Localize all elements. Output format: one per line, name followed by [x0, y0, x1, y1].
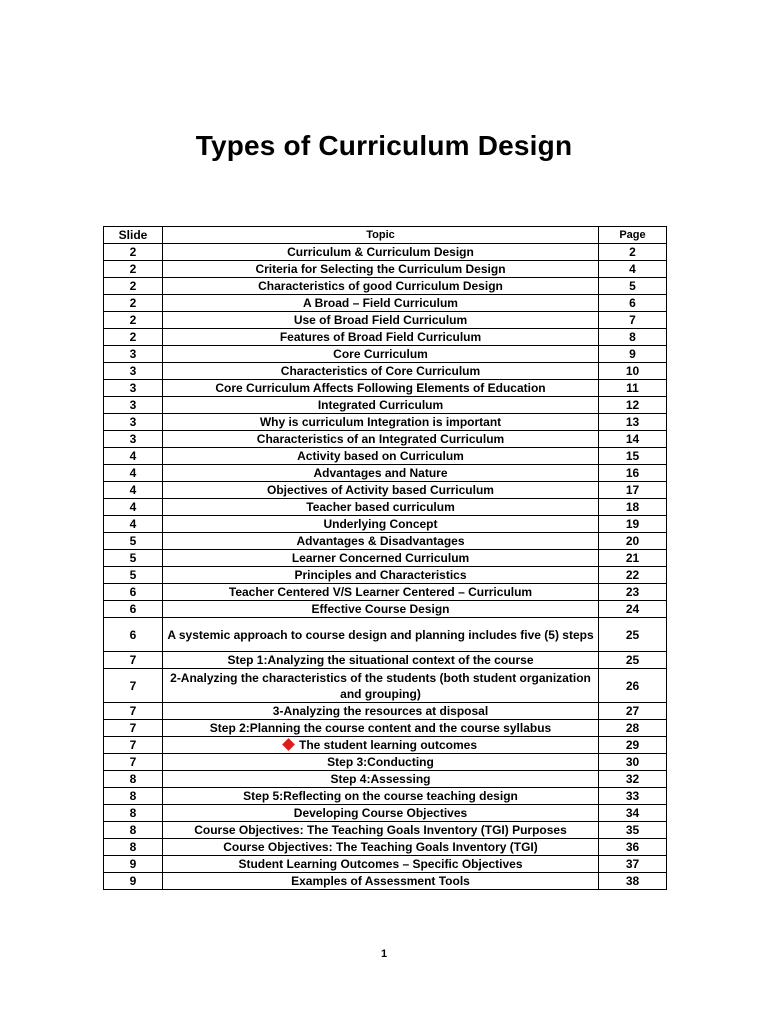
table-row	[104, 737, 667, 754]
slide-cell: 4	[104, 482, 163, 499]
page-cell: 35	[599, 822, 667, 839]
page-cell: 5	[599, 278, 667, 295]
page-cell: 22	[599, 567, 667, 584]
page-cell: 34	[599, 805, 667, 822]
table-row	[104, 244, 667, 261]
table-row	[104, 278, 667, 295]
slide-cell: 2	[104, 278, 163, 295]
page-cell: 2	[599, 244, 667, 261]
table-row	[104, 584, 667, 601]
table-header-row	[104, 227, 667, 244]
page-cell: 20	[599, 533, 667, 550]
topic-cell: 3-Analyzing the resources at disposal	[163, 703, 599, 720]
page-cell: 33	[599, 788, 667, 805]
topic-cell: A Broad – Field Curriculum	[163, 295, 599, 312]
table-row	[104, 397, 667, 414]
table-row	[104, 465, 667, 482]
topic-cell: Learner Concerned Curriculum	[163, 550, 599, 567]
topic-cell: Step 4:Assessing	[163, 771, 599, 788]
contents-table	[103, 226, 667, 890]
table-row	[104, 720, 667, 737]
topic-cell: Use of Broad Field Curriculum	[163, 312, 599, 329]
slide-cell: 8	[104, 788, 163, 805]
slide-cell: 6	[104, 601, 163, 618]
red-diamond-bullet-icon	[282, 738, 295, 751]
slide-cell: 2	[104, 261, 163, 278]
table-row	[104, 431, 667, 448]
table-row	[104, 601, 667, 618]
topic-cell: Characteristics of Core Curriculum	[163, 363, 599, 380]
slide-cell: 2	[104, 329, 163, 346]
slide-cell: 9	[104, 856, 163, 873]
page-cell: 7	[599, 312, 667, 329]
slide-cell: 3	[104, 397, 163, 414]
slide-cell: 2	[104, 295, 163, 312]
page-cell: 4	[599, 261, 667, 278]
table-row	[104, 499, 667, 516]
table-row	[104, 295, 667, 312]
table-body	[104, 244, 667, 890]
table-row	[104, 380, 667, 397]
page-cell: 28	[599, 720, 667, 737]
topic-cell: Underlying Concept	[163, 516, 599, 533]
slide-cell: 4	[104, 516, 163, 533]
slide-cell: 7	[104, 720, 163, 737]
slide-cell: 2	[104, 312, 163, 329]
topic-cell: Teacher based curriculum	[163, 499, 599, 516]
slide-cell: 8	[104, 839, 163, 856]
document-title: Types of Curriculum Design	[195, 130, 573, 161]
topic-text: The student learning outcomes	[298, 738, 478, 752]
page-cell: 14	[599, 431, 667, 448]
slide-cell: 5	[104, 567, 163, 584]
topic-cell: Characteristics of good Curriculum Design	[163, 278, 599, 295]
page-cell: 23	[599, 584, 667, 601]
table-row	[104, 346, 667, 363]
slide-cell: 5	[104, 550, 163, 567]
page-cell: 26	[599, 669, 667, 703]
topic-cell: Teacher Centered V/S Learner Centered – Curriculum	[163, 584, 599, 601]
slide-cell: 9	[104, 873, 163, 890]
table-row	[104, 856, 667, 873]
table-row	[104, 618, 667, 652]
table-row	[104, 448, 667, 465]
topic-cell: Step 2:Planning the course content and the course syllabus	[163, 720, 599, 737]
slide-cell: 5	[104, 533, 163, 550]
topic-cell: Features of Broad Field Curriculum	[163, 329, 599, 346]
slide-cell: 3	[104, 380, 163, 397]
page-cell: 29	[599, 737, 667, 754]
topic-cell	[163, 737, 599, 754]
table-row	[104, 669, 667, 703]
header-slide: Slide	[104, 227, 163, 244]
table-row	[104, 703, 667, 720]
page-cell: 21	[599, 550, 667, 567]
page-cell: 13	[599, 414, 667, 431]
slide-cell: 8	[104, 805, 163, 822]
slide-cell: 3	[104, 363, 163, 380]
page-cell: 30	[599, 754, 667, 771]
page-cell: 36	[599, 839, 667, 856]
page-cell: 37	[599, 856, 667, 873]
table-row	[104, 516, 667, 533]
page-cell: 17	[599, 482, 667, 499]
slide-cell: 4	[104, 499, 163, 516]
topic-cell: 2-Analyzing the characteristics of the students (both student organization and grouping)	[163, 669, 599, 703]
page-cell: 15	[599, 448, 667, 465]
page-cell: 27	[599, 703, 667, 720]
topic-cell: Characteristics of an Integrated Curriculum	[163, 431, 599, 448]
topic-cell: Student Learning Outcomes – Specific Objectives	[163, 856, 599, 873]
table-row	[104, 567, 667, 584]
table-row	[104, 788, 667, 805]
page-cell: 9	[599, 346, 667, 363]
slide-cell: 7	[104, 669, 163, 703]
page-cell: 8	[599, 329, 667, 346]
slide-cell: 3	[104, 431, 163, 448]
page-cell: 16	[599, 465, 667, 482]
slide-cell: 8	[104, 822, 163, 839]
slide-cell: 7	[104, 652, 163, 669]
table-row	[104, 363, 667, 380]
slide-cell: 3	[104, 414, 163, 431]
slide-cell: 7	[104, 754, 163, 771]
table-row	[104, 482, 667, 499]
slide-cell: 8	[104, 771, 163, 788]
table-row	[104, 329, 667, 346]
topic-cell: Criteria for Selecting the Curriculum Design	[163, 261, 599, 278]
table-row	[104, 822, 667, 839]
topic-cell: Why is curriculum Integration is important	[163, 414, 599, 431]
table-row	[104, 414, 667, 431]
topic-cell: Advantages & Disadvantages	[163, 533, 599, 550]
table-row	[104, 771, 667, 788]
page-cell: 6	[599, 295, 667, 312]
topic-cell: A systemic approach to course design and planning includes five (5) steps	[163, 618, 599, 652]
page-cell: 12	[599, 397, 667, 414]
topic-cell: Core Curriculum	[163, 346, 599, 363]
page-cell: 24	[599, 601, 667, 618]
topic-cell: Advantages and Nature	[163, 465, 599, 482]
page-cell: 11	[599, 380, 667, 397]
table-row	[104, 805, 667, 822]
page-cell: 25	[599, 652, 667, 669]
slide-cell: 2	[104, 244, 163, 261]
page-cell: 38	[599, 873, 667, 890]
slide-cell: 6	[104, 584, 163, 601]
table-row	[104, 873, 667, 890]
table-row	[104, 533, 667, 550]
topic-cell: Course Objectives: The Teaching Goals Inventory (TGI) Purposes	[163, 822, 599, 839]
topic-cell: Activity based on Curriculum	[163, 448, 599, 465]
topic-cell: Effective Course Design	[163, 601, 599, 618]
topic-cell: Step 3:Conducting	[163, 754, 599, 771]
slide-cell: 4	[104, 448, 163, 465]
topic-cell: Examples of Assessment Tools	[163, 873, 599, 890]
topic-cell: Objectives of Activity based Curriculum	[163, 482, 599, 499]
slide-cell: 3	[104, 346, 163, 363]
topic-cell: Developing Course Objectives	[163, 805, 599, 822]
table-row	[104, 754, 667, 771]
header-topic: Topic	[163, 227, 599, 244]
slide-cell: 4	[104, 465, 163, 482]
slide-cell: 7	[104, 737, 163, 754]
topic-cell: Core Curriculum Affects Following Elements of Education	[163, 380, 599, 397]
slide-cell: 6	[104, 618, 163, 652]
topic-cell: Curriculum & Curriculum Design	[163, 244, 599, 261]
topic-cell: Principles and Characteristics	[163, 567, 599, 584]
topic-cell: Step 5:Reflecting on the course teaching design	[163, 788, 599, 805]
header-page: Page	[599, 227, 667, 244]
slide-cell: 7	[104, 703, 163, 720]
topic-cell: Integrated Curriculum	[163, 397, 599, 414]
table-row	[104, 839, 667, 856]
table-row	[104, 550, 667, 567]
page-number: 1	[380, 948, 388, 960]
page-cell: 18	[599, 499, 667, 516]
topic-cell: Course Objectives: The Teaching Goals Inventory (TGI)	[163, 839, 599, 856]
page-cell: 25	[599, 618, 667, 652]
table-row	[104, 652, 667, 669]
page-cell: 10	[599, 363, 667, 380]
table-row	[104, 261, 667, 278]
table-row	[104, 312, 667, 329]
page-cell: 32	[599, 771, 667, 788]
topic-cell: Step 1:Analyzing the situational context of the course	[163, 652, 599, 669]
page-cell: 19	[599, 516, 667, 533]
